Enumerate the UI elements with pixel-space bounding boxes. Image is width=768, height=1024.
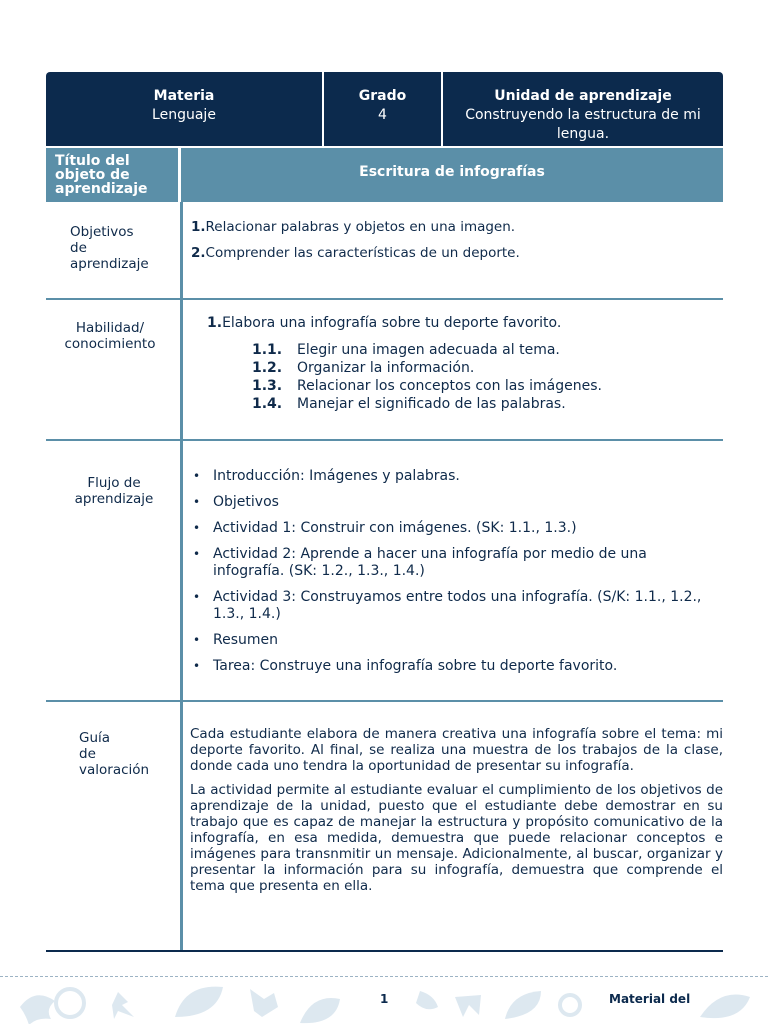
list-item: • Resumen [190, 632, 711, 649]
material-label: Material del [609, 992, 691, 1006]
guia-row [46, 702, 723, 952]
guia-paragraph: La actividad permite al estudiante evaluar el cumplimiento de los objetivos de aprendizaje de la unidad, puesto que el estudiante debe demostrar en su trabajo que es capaz de manejar la estructura y propósito comunicativo de la infografía, en esa medida, demuestra que puede relacionar conceptos e imágenes para transnmitir un mensaje. Adicionalmente, al buscar, organizar y presentar la información para su infografía, demuestra que comprende el tema que presenta en ella. [190, 782, 723, 894]
title-row-value: Escritura de infografías [359, 164, 545, 180]
list-item: • Objetivos [190, 494, 711, 511]
materia-cell [46, 72, 324, 146]
habilidad-row [46, 300, 723, 441]
list-item: 1.Relacionar palabras y objetos en una imagen. [191, 219, 516, 235]
habilidad-content [183, 300, 723, 439]
list-item: 1.1. Elegir una imagen adecuada al tema. [252, 342, 560, 358]
guia-content [183, 702, 723, 950]
list-item: • Introducción: Imágenes y palabras. [190, 468, 711, 485]
grado-cell [324, 72, 443, 146]
habilidad-sublist [252, 341, 723, 413]
list-item: • Tarea: Construye una infografía sobre tu deporte favorito. [190, 658, 711, 675]
guia-label: Guía de valoración [46, 702, 183, 950]
grado-value: 4 [378, 107, 387, 123]
list-item: 1.4. Manejar el significado de las palabras. [252, 396, 566, 412]
grado-label: Grado [358, 88, 407, 104]
unidad-cell [443, 72, 723, 146]
title-row-label: Título del objeto de aprendizaje [46, 148, 181, 202]
guia-paragraph: Cada estudiante elabora de manera creativa una infografía sobre el tema: mi deporte favorito. Al final, se realiza una muestra de los trabajos de la clase, donde cada uno tendra la oportunidad de presentar su infografía. [190, 726, 723, 774]
flujo-content [183, 441, 723, 700]
objetivos-list [191, 219, 723, 261]
flujo-row [46, 441, 723, 702]
objetivos-content [183, 202, 723, 298]
list-item: 1.3. Relacionar los conceptos con las imágenes. [252, 378, 602, 394]
lesson-plan-table [46, 72, 723, 952]
materia-value: Lenguaje [152, 107, 216, 123]
objetivos-label: Objetivos de aprendizaje [46, 202, 183, 298]
materia-label: Materia [153, 88, 215, 104]
title-row [46, 148, 723, 202]
list-item: 1.2. Organizar la información. [252, 360, 475, 376]
header-row [46, 72, 723, 146]
list-item: • Actividad 2: Aprende a hacer una infografía por medio de una infografía. (SK: 1.2., 1.3., 1.4.) [190, 546, 711, 580]
page-number: 1 [380, 992, 389, 1006]
unidad-value: Construyendo la estructura de mi lengua. [465, 107, 701, 142]
list-item: • Actividad 3: Construyamos entre todos una infografía. (S/K: 1.1., 1.2., 1.3., 1.4.) [190, 589, 711, 623]
flujo-label: Flujo de aprendizaje [46, 441, 183, 700]
unidad-label: Unidad de aprendizaje [494, 88, 672, 104]
list-item: 2.Comprender las características de un deporte. [191, 245, 520, 261]
habilidad-main: 1.Elabora una infografía sobre tu deporte favorito. [207, 315, 562, 331]
list-item: • Actividad 1: Construir con imágenes. (SK: 1.1., 1.3.) [190, 520, 711, 537]
objetivos-row [46, 202, 723, 300]
flujo-list [190, 468, 711, 675]
habilidad-label: Habilidad/ conocimiento [46, 300, 183, 439]
